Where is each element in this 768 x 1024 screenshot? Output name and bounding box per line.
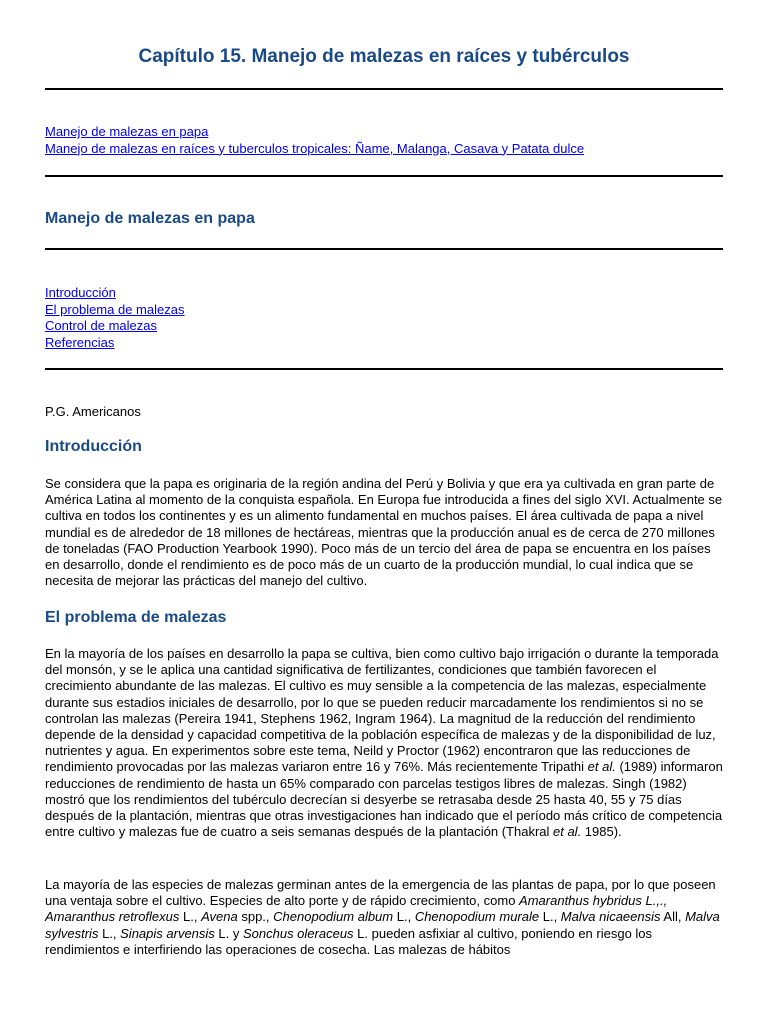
- species-name: Malva sylvestris: [45, 909, 720, 941]
- toc-link-introduccion[interactable]: Introducción: [45, 285, 116, 300]
- chapter-link-item: [45, 124, 723, 141]
- citation-etal: et al.: [587, 759, 616, 775]
- paragraph-text: L.,: [98, 925, 121, 941]
- toc-item: [45, 335, 723, 352]
- citation-etal: et al.: [553, 824, 582, 840]
- toc-link-referencias[interactable]: Referencias: [45, 334, 115, 350]
- chapter-link-item: [45, 141, 723, 158]
- toc-item: [45, 285, 723, 302]
- divider: [45, 175, 723, 177]
- species-name: Sinapis arvensis: [120, 925, 215, 941]
- toc-item: [45, 318, 723, 335]
- paragraph-text: En la mayoría de los países en desarrollo la papa se cultiva, bien como cultivo bajo irrigación o durante la temporada del monsón, y se le aplica una cantidad significativa de fertilizantes, condiciones que también favorecen el crecimiento abundante de las malezas. El cultivo es muy sensible a la competencia de las malezas, especialmente durante sus estadios iniciales de desarrollo, por lo que se pueden reducir marcadamente los rendimientos si no se controlan las malezas (Pereira 1941, Stephens 1962, Ingram 1964). La magnitud de la reducción del rendimiento depende de la densidad y capacidad competitiva de la población específica de malezas y de la disponibilidad de luz, nutrientes y agua. En experimentos sobre este tema, Neild y Proctor (1962) encontraron que las reducciones de rendimiento provocadas por las malezas variaron entre 16 y 76%. Más recientemente Tripathi: [45, 646, 719, 775]
- toc-link-problema-malezas[interactable]: El problema de malezas: [45, 301, 185, 317]
- species-name: Sonchus oleraceus: [242, 925, 354, 941]
- problem-paragraph-2: [45, 877, 723, 958]
- section-title: Manejo de malezas en papa: [45, 210, 255, 227]
- paragraph-text: All,: [660, 909, 686, 925]
- paragraph-text: 1985).: [581, 824, 622, 840]
- divider: [45, 368, 723, 370]
- species-name: Chenopodium murale: [414, 909, 540, 925]
- paragraph-text: L.,: [393, 909, 415, 925]
- heading-introduccion: Introducción: [45, 438, 142, 455]
- divider: [45, 88, 723, 90]
- problem-paragraph-1: [45, 646, 723, 840]
- link-manejo-papa[interactable]: Manejo de malezas en papa: [45, 124, 209, 139]
- chapter-links: [45, 124, 723, 157]
- heading-problema-malezas: El problema de malezas: [45, 609, 227, 626]
- paragraph-text: spp.,: [237, 909, 274, 925]
- intro-paragraph: Se considera que la papa es originaria de la región andina del Perú y Bolivia y que era ya cultivada en gran parte de América Latina al momento de la conquista española. En Europa fue introducida a fines del siglo XVI. Actualmente se cultiva en todos los continentes y es un alimento fundamental en muchos países. El área cultivada de papa a nivel mundial es de alrededor de 18 millones de hectáreas, mientras que la producción anual es de cerca de 270 millones de toneladas (FAO Production Yearbook 1990). Poco más de un tercio del área de papa se encuentra en los países en desarrollo, donde el rendimiento es de poco más de un cuarto de la producción mundial, lo cual indica que se necesita de mejorar las prácticas del manejo del cultivo.: [45, 476, 723, 589]
- species-name: Avena: [201, 909, 238, 925]
- paragraph-text: L. pueden asfixiar al cultivo, poniendo en riesgo los rendimientos e interfiriendo las operaciones de cosecha. Las malezas de hábitos: [45, 925, 653, 957]
- paragraph-text: (1989) informaron reducciones de rendimiento de hasta un 65% comparado con parcelas testigos libres de malezas. Singh (1982) mostró que los rendimientos del tubérculo decrecían si desyerbe se retrasaba desde 25 hasta 40, 55 y 75 días después de la plantación, mientras que otras investigaciones han indicado que el período más crítico de competencia entre cultivo y malezas fue de cuatro a seis semanas después de la plantación (Thakral: [45, 759, 723, 840]
- paragraph-text: L.,: [179, 909, 202, 925]
- author-name: P.G. Americanos: [45, 404, 141, 419]
- paragraph-text: La mayoría de las especies de malezas germinan antes de la emergencia de las plantas de papa, por lo que poseen una ventaja sobre el cultivo. Especies de alto porte y de rápido crecimiento, como: [45, 877, 716, 909]
- species-name: Malva nicaeensis: [560, 909, 661, 925]
- link-raices-tropicales[interactable]: Manejo de malezas en raíces y tuberculos tropicales: Ñame, Malanga, Casava y Patata dulce: [45, 140, 585, 156]
- species-name: Amaranthus retroflexus: [45, 909, 180, 925]
- section-toc: [45, 285, 723, 351]
- paragraph-text: L.,: [539, 909, 561, 925]
- toc-link-control-malezas[interactable]: Control de malezas: [45, 318, 157, 333]
- paragraph-text: L. y: [214, 925, 243, 941]
- chapter-title: Capítulo 15. Manejo de malezas en raíces y tubérculos: [138, 46, 630, 67]
- divider: [45, 248, 723, 250]
- species-name: Amaranthus hybridus L.,.,: [519, 893, 668, 909]
- species-name: Chenopodium album: [273, 909, 394, 925]
- toc-item: [45, 302, 723, 319]
